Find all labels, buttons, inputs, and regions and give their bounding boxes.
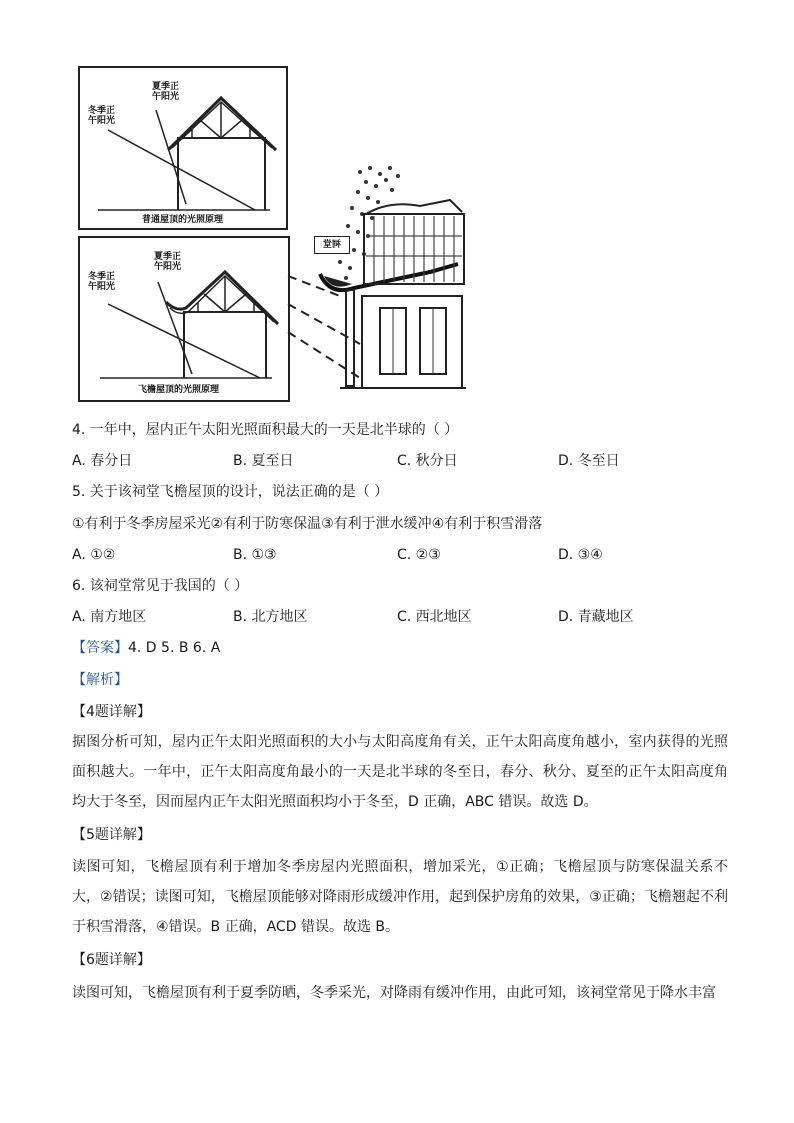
answer-text: 4. D 5. B 6. A: [128, 640, 221, 656]
ancestral-temple-illustration: [280, 156, 470, 396]
answer-label: 【答案】: [72, 640, 128, 656]
ordinary-roof-panel: [78, 66, 288, 230]
temple-sign: 祠堂: [314, 236, 350, 254]
bottom-caption: 飞檐屋顶的光照原理: [138, 385, 220, 395]
q4-option-b: B. 夏至日: [233, 453, 294, 469]
ordinary-roof-diagram: [80, 68, 286, 228]
top-summer-sun-label: 夏季正午阳光: [152, 82, 180, 102]
q5-option-b: B. ①③: [233, 547, 277, 563]
d6-body: 读图可知，飞檐屋顶有利于夏季防晒，冬季采光，对降雨有缓冲作用，由此可知，该祠堂常见于降水丰富: [72, 985, 716, 1001]
q5-statements: ①有利于冬季房屋采光②有利于防寒保温③有利于泄水缓冲④有利于积雪滑落: [72, 516, 543, 532]
top-winter-sun-label: 冬季正午阳光: [88, 106, 116, 126]
q6-stem: 6. 该祠堂常见于我国的（ ）: [72, 578, 249, 594]
q5-option-c: C. ②③: [397, 547, 441, 563]
d4-title: 【4题详解】: [72, 704, 151, 720]
q5-option-d: D. ③④: [558, 547, 603, 563]
q4-option-c: C. 秋分日: [397, 453, 458, 469]
flying-eave-roof-panel: [78, 236, 290, 402]
q4-option-d: D. 冬至日: [558, 453, 620, 469]
d5-body: 读图可知，飞檐屋顶有利于增加冬季房屋内光照面积，增加采光，①正确；飞檐屋顶与防寒保温关系不大，②错误；读图可知，飞檐屋顶能够对降雨形成缓冲作用，起到保护房角的效果，③正确；飞檐翘起不利于积雪滑落，④错误。B 正确，ACD 错误。故选 B。: [72, 859, 728, 935]
q5-option-a: A. ①②: [72, 547, 116, 563]
q4-stem: 4. 一年中，屋内正午太阳光照面积最大的一天是北半球的（ ）: [72, 422, 459, 438]
d5-title: 【5题详解】: [72, 827, 151, 843]
top-caption: 普通屋顶的光照原理: [142, 215, 224, 225]
roof-lighting-figure: [70, 60, 470, 400]
bottom-summer-sun-label: 夏季正午阳光: [154, 252, 182, 272]
q6-option-c: C. 西北地区: [397, 609, 472, 625]
q5-stem: 5. 关于该祠堂飞檐屋顶的设计，说法正确的是（ ）: [72, 484, 389, 500]
q6-option-a: A. 南方地区: [72, 609, 147, 625]
answer-line: [72, 638, 220, 658]
q4-option-a: A. 春分日: [72, 453, 133, 469]
q6-option-d: D. 青藏地区: [558, 609, 634, 625]
bottom-winter-sun-label: 冬季正午阳光: [88, 272, 116, 292]
d6-title: 【6题详解】: [72, 952, 151, 968]
d4-body: 据图分析可知，屋内正午太阳光照面积的大小与太阳高度角有关，正午太阳高度角越小，室内获得的光照面积越大。一年中，正午太阳高度角最小的一天是北半球的冬至日，春分、秋分、夏至的正午太阳高度角均大于冬至，因而屋内正午太阳光照面积均小于冬至，D 正确，ABC 错误。故选 D。: [72, 734, 728, 810]
analysis-label: 【解析】: [72, 672, 128, 688]
q6-option-b: B. 北方地区: [233, 609, 308, 625]
